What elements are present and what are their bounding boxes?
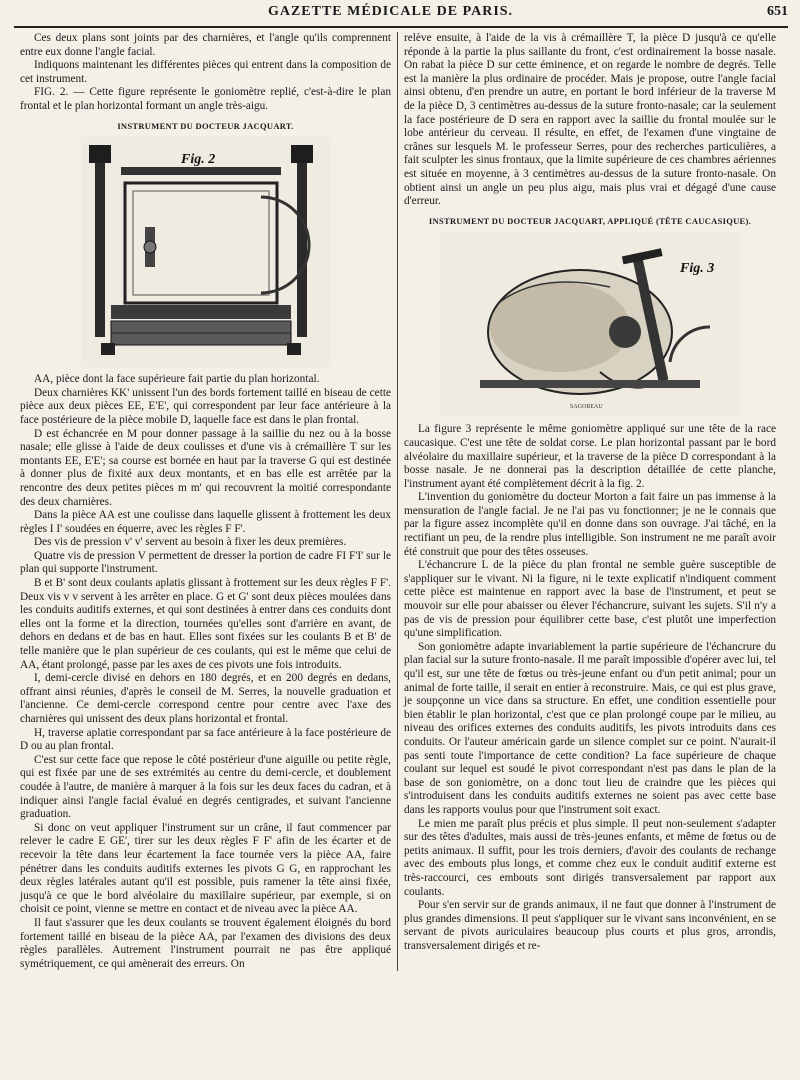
page-header	[14, 4, 788, 28]
paragraph: H, traverse aplatie correspondant par sa face antérieure à la face postérieure de D ou au plan frontal.	[20, 726, 391, 753]
right-column	[398, 32, 782, 971]
paragraph: relève ensuite, à l'aide de la vis à crémaillère T, la pièce D jusqu'à ce qu'elle réponde à la partie la plus saillante du front, c'est ordinairement la bosse nasale. On rabat la pièce D sur cette éminence, et on regarde le nombre de degrés. Telle est la manière la plus ordinaire de procéder. Mais je propose, outre l'angle facial ainsi obtenu, d'en prendre un autre, en portant le bord inférieur de la traverse M de la pièce D, 3 centimètres au-dessus de la suture fronto-nasale; car la seulement la face postérieure de D sera en rapport avec la saillie du frontal moulée sur le lobe antérieur du cerveau. Il résulte, en effet, de l'examen d'une vingtaine de crânes sur lesquels M. le professeur Serres, pour des recherches particulières, a fait sculpter les sinus frontaux, que la limite supérieure de ces chambres aériennes est située en moyenne, à 3 centimètres au-dessus de la suture fronto-nasale. On obtient ainsi un angle un peu plus aigu, mais plus vrai et dégagé d'une cause d'erreur.	[404, 32, 776, 208]
paragraph: Si donc on veut appliquer l'instrument sur un crâne, il faut commencer par relever le cadre E GE', tirer sur les deux règles F F' afin de les écarter et de recevoir la tête dans leur écartement la face tournée vers la pièce AA, faire pénétrer dans les conduits auditifs externes les pivots G G, en rapprochant les deux règles latérales autant qu'il est possible, puis ramener la tête ainsi fixée, jusqu'à ce que le bord alvéolaire du maxillaire supérieur, par exemple, si on choisit ce point, vienne se mettre en contact et de niveau avec la pièce AA.	[20, 821, 391, 916]
paragraph: I, demi-cercle divisé en dehors en 180 degrés, et en 200 degrés en dedans, offrant ainsi réunies, d'après le conseil de M. Serres, la nouvelle graduation et l'ancienne. Ce demi-cercle correspond centre pour centre avec l'axe des charnières qui unissent des deux plans horizontal et frontal.	[20, 672, 391, 725]
paragraph: FIG. 2. — Cette figure représente le goniomètre replié, c'est-à-dire le plan frontal et le plan horizontal formant un angle très-aigu.	[20, 86, 391, 112]
paragraph: B et B' sont deux coulants aplatis glissant à frottement sur les deux règles F F'. Deux vis v v servent à les arrêter en place. G et G' sont deux pièces moulées dans les conduits auditifs externes, et qui sont destinées à entrer dans ces conduits dont elles ont la forme et la direction, tournées qu'elles sont d'arrière en avant, de dehors en dedans et de bas en haut. Elles sont fixées sur les coulants B et B' de telle manière que le plan supérieur de ces coulants, qui est le même que celui de AA, étant prolongé, passe par les axes de ces pivots une fois introduits.	[20, 577, 391, 671]
paragraph: Ces deux plans sont joints par des charnières, et l'angle qu'ils comprennent entre eux donne l'angle facial.	[20, 32, 391, 58]
paragraph: Il faut s'assurer que les deux coulants se trouvent également éloignés du bord fortement taillé en biseau de la pièce AA, par l'examen des divisions des deux règles parallèles. Autrement l'instrument pourrait ne pas être appliqué symétriquement, ce qui amènerait des erreurs. On	[20, 916, 391, 970]
engraver-signature: SAGOREAU	[570, 404, 603, 411]
skull-with-goniometer-illustration	[440, 232, 740, 417]
figure-2-label: Fig. 2	[180, 152, 215, 168]
columns	[14, 32, 788, 971]
paragraph: Dans la pièce AA est une coulisse dans laquelle glissent à frottement les deux règles I I' soudées en équerre, avec les règles F F'.	[20, 509, 391, 535]
paragraph: Indiquons maintenant les différentes pièces qui entrent dans la composition de cet instrument.	[20, 59, 391, 85]
paragraph: L'échancrure L de la pièce du plan frontal ne semble guère susceptible de s'appliquer sur le vivant. Ni la figure, ni le texte explicatif n'indiquent comment cette pièce est maintenue en rapport avec la base de l'instrument, et peut se mouvoir sur elle pour abaisser ou élever l'échancrure, suivant les sujets. S'il n'y a pas de vis de pression pour équilibrer cette base, c'est plutôt une imperfection qu'une simplification.	[404, 559, 776, 640]
figure-3-label: Fig. 3	[680, 261, 715, 277]
paragraph: D est échancrée en M pour donner passage à la saillie du nez ou à la bosse nasale; elle glisse à l'aide de deux coulisses et d'une vis à crémaillère T sur les montants EE, E'E'; sa course est bornée en haut par la traverse G qui est destinée à donner plus de fixité aux deux montants, et en bas elle est arrêtée par la rencontre des deux petites pièces m m' qui recouvrent la moitié correspondante des deux charnières.	[20, 427, 391, 508]
paragraph: Pour s'en servir sur de grands animaux, il ne faut que donner à l'instrument de plus grandes dimensions. Il peut s'appliquer sur le vivant sans inconvénient, en se servant de pivots auriculaires beaucoup plus courts et plus gros, arrondis, transversalement dirigés et re-	[404, 899, 776, 952]
figure-3-caption: INSTRUMENT DU DOCTEUR JACQUART, APPLIQUÉ (TÊTE CAUCASIQUE).	[428, 215, 752, 226]
figure-3	[404, 232, 776, 417]
figure-2	[20, 137, 391, 367]
paragraph: Deux charnières KK' unissent l'un des bords fortement taillé en biseau de cette pièce aux deux pièces EE, E'E', qui correspondent par leur face antérieure à la face postérieure de la pièce mobile D, laquelle face est dans le plan frontal.	[20, 386, 391, 426]
paragraph: L'invention du goniomètre du docteur Morton a fait faire un pas immense à la mensuration de l'angle facial. Je ne l'ai pas vu fonctionner; je ne le connais que par la figure assez incomplète qu'il en donne dans son ouvrage. J'ai tâché, en la rectifiant un peu, de la rendre plus intelligible. Son instrument ne me paraît avoir été construit que pour des têtes osseuses.	[404, 491, 776, 558]
page-number: 651	[767, 4, 788, 19]
paragraph: AA, pièce dont la face supérieure fait partie du plan horizontal.	[34, 373, 320, 386]
paragraph: Le mien me paraît plus précis et plus simple. Il peut non-seulement s'adapter sur des têtes d'adultes, mais aussi de très-jeunes enfants, et même de fœtus ou de petits animaux. Il suffit, pour les trois derniers, d'avoir des coulants de rechange avec des embouts plus longs, et comme chez eux le conduit auditif externe est très-raccourci, ces embouts sont dirigés transversalement par rapport aux coulants.	[404, 817, 776, 898]
journal-title: GAZETTE MÉDICALE DE PARIS.	[267, 4, 514, 19]
left-column	[14, 32, 398, 971]
paragraph: Quatre vis de pression V permettent de dresser la portion de cadre FI F'I' sur le plan qui supporte l'instrument.	[20, 549, 391, 576]
goniometer-folded-illustration	[81, 137, 331, 367]
paragraph: C'est sur cette face que repose le côté postérieur d'une aiguille ou petite règle, qui est fixée par une de ses extrémités au centre du demi-cercle, et doublement coudée à l'autre, de manière à marquer à la fois sur les deux faces du cadran, et à indiquer ainsi l'angle facial évalué en degrés centigrades, et suivant l'ancienne graduation.	[20, 753, 391, 821]
paragraph: La figure 3 représente le même goniomètre appliqué sur une tête de la race caucasique. C'est une tête de soldat corse. Le plan horizontal passant par le bord alvéolaire du maxillaire supérieur, et la traverse de la pièce D correspondant à la bosse nasale. Je ne donnerai pas la description détaillée de cette planche, l'instrument ayant été complètement décrit à la fig. 2.	[404, 423, 776, 490]
paragraph: Des vis de pression v' v' servent au besoin à fixer les deux premières.	[34, 536, 347, 549]
figure-2-caption: INSTRUMENT DU DOCTEUR JACQUART.	[117, 120, 294, 131]
paragraph: Son goniomètre adapte invariablement la partie supérieure de l'échancrure du plan facial sur la suture fronto-nasale. Il me paraît impossible d'opérer avec lui, tel qu'il est, sur une tête de fœtus ou très-jeune enfant ou d'un petit animal; pour un animal de forte taille, il serait en entier à reconstruire. Mais, ce qui est plus grave, je soupçonne un vice dans sa structure. En effet, une condition essentielle pour bien établir le plan horizontal, c'est que ce plan prolongé coupe par le milieu, au niveau des orifices externes des conduits auditifs, les pivots introduits dans ces conduits. Or l'auteur américain garde un silence complet sur ce point. N'aurait-il pas senti toute l'importance de cette condition? La face supérieure de chaque coulant sur lequel est soudé le pivot correspondant n'est pas dans le plan de la base de son goniomètre, on a donc tout lieu de craindre que les pièces qui s'introduisent dans les conduits auditifs externes ne soient pas avec cette base dans les rapports voulus pour que l'instrument soit exact.	[404, 640, 776, 816]
